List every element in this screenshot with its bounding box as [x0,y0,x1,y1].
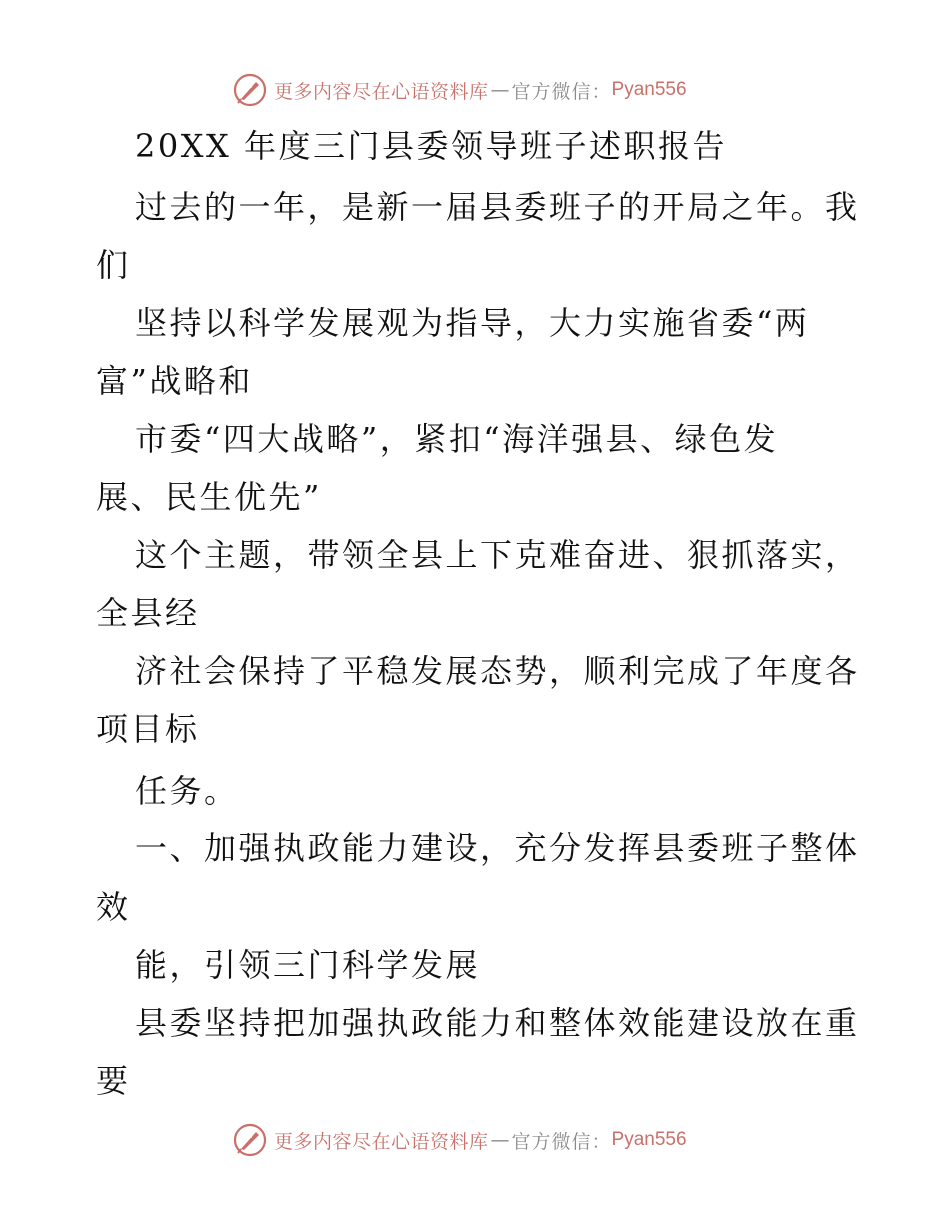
section-heading-line: 一、加强执政能力建设，充分发挥县委班子整体 [135,829,860,867]
body-line: 要 [96,1062,131,1100]
section-heading-line: 效 [96,888,131,926]
quill-logo-icon [232,72,268,108]
body-line: 县委坚持把加强执政能力和整体效能建设放在重 [135,1004,860,1042]
watermark-wechat-id: Pyan556 [611,1129,687,1150]
watermark-dash: — [490,1129,510,1151]
watermark-footer [232,1120,687,1160]
body-line: 济社会保持了平稳发展态势，顺利完成了年度各 [135,652,860,690]
watermark-site-text: 更多内容尽在心语资料库 [274,80,489,103]
watermark-header [232,70,687,110]
watermark-contact-label: 官方微信： [511,1130,612,1153]
watermark-dash: — [490,79,510,101]
body-line: 全县经 [96,594,200,632]
body-line: 展、民生优先” [96,478,322,516]
document-title: 20XX 年度三门县委领导班子述职报告 [135,127,727,165]
watermark-site-text: 更多内容尽在心语资料库 [274,1130,489,1153]
body-line: 这个主题，带领全县上下克难奋进、狠抓落实， [135,536,860,574]
section-heading-line: 能，引领三门科学发展 [135,946,481,984]
body-line: 过去的一年，是新一届县委班子的开局之年。我 [135,188,860,226]
body-line: 市委“四大战略”，紧扣“海洋强县、绿色发 [135,420,779,458]
body-line: 项目标 [96,710,200,748]
body-line: 坚持以科学发展观为指导，大力实施省委“两 [135,304,810,342]
watermark-contact-label: 官方微信： [511,80,612,103]
body-line: 任务。 [135,772,239,810]
body-line: 们 [96,246,131,284]
watermark-wechat-id: Pyan556 [611,79,687,100]
body-line: 富”战略和 [96,362,253,400]
quill-logo-icon [232,1122,268,1158]
